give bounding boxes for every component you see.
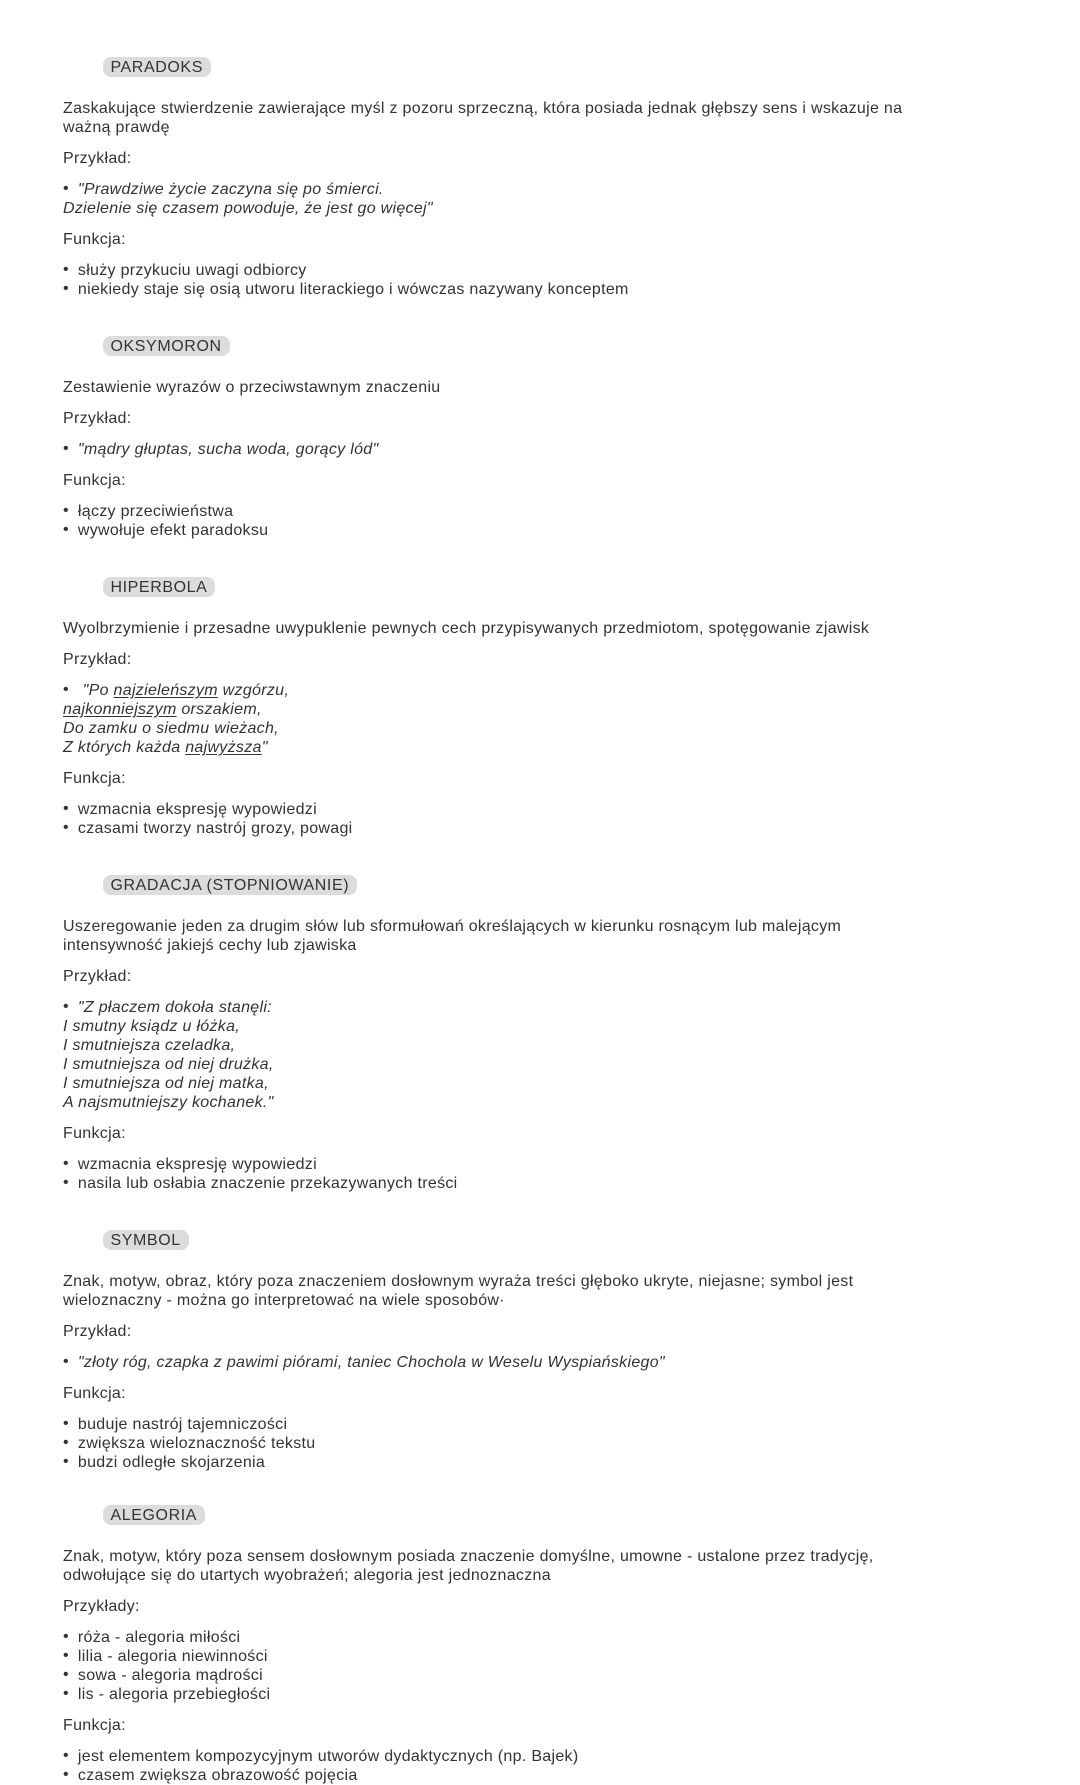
funkcja-list	[63, 1415, 1025, 1472]
example-text: "Z płaczem dokoła stanęli:	[77, 999, 272, 1016]
funkcja-bullet	[63, 1434, 1025, 1453]
funkcja-bullet	[63, 521, 1025, 540]
funkcja-bullet	[63, 280, 1025, 299]
bullet-icon: •	[63, 1766, 69, 1783]
example-line	[63, 1666, 1025, 1685]
heading-line	[63, 1484, 1025, 1547]
funkcja-list	[63, 1155, 1025, 1193]
example-block	[63, 1628, 1025, 1704]
funkcja-label: Funkcja:	[63, 1385, 126, 1402]
example-text: sowa - alegoria mądrości	[77, 1667, 263, 1684]
section-heading: GRADACJA (STOPNIOWANIE)	[103, 875, 357, 895]
example-block	[63, 998, 1025, 1112]
example-text: "mądry głuptas, sucha woda, gorący lód"	[77, 441, 379, 458]
example-label-block	[63, 967, 1025, 986]
example-text: "	[261, 739, 268, 756]
bullet-icon: •	[63, 1647, 69, 1664]
example-block	[63, 180, 1025, 218]
funkcja-label-block	[63, 769, 1025, 788]
funkcja-bullet-text: łączy przeciwieństwa	[77, 503, 234, 520]
example-text: Z których każda	[63, 739, 186, 756]
funkcja-bullet-text: służy przykuciu uwagi odbiorcy	[77, 262, 307, 279]
example-line	[63, 1647, 1025, 1666]
section-header-block	[63, 1209, 1025, 1310]
funkcja-bullet-text: jest elementem kompozycyjnym utworów dydaktycznych (np. Bajek)	[77, 1748, 579, 1765]
example-label: Przykłady:	[63, 1598, 140, 1615]
bullet-icon: •	[63, 440, 69, 457]
section-header-block	[63, 854, 1025, 955]
funkcja-label-block	[63, 230, 1025, 249]
section	[63, 315, 1025, 540]
funkcja-bullet-text: czasami tworzy nastrój grozy, powagi	[77, 820, 353, 837]
funkcja-label: Funkcja:	[63, 472, 126, 489]
funkcja-label: Funkcja:	[63, 1717, 126, 1734]
example-text: I smutniejsza od niej matka,	[63, 1075, 269, 1092]
heading-line	[63, 556, 1025, 619]
funkcja-list	[63, 502, 1025, 540]
example-text: I smutniejsza od niej drużka,	[63, 1056, 274, 1073]
funkcja-list	[63, 1747, 1025, 1785]
example-text: Dzielenie się czasem powoduje, że jest go więcej"	[63, 200, 433, 217]
example-label: Przykład:	[63, 651, 132, 668]
bullet-icon: •	[63, 1434, 69, 1451]
funkcja-bullet	[63, 800, 1025, 819]
example-text: "Po	[77, 682, 114, 699]
funkcja-bullet	[63, 1155, 1025, 1174]
funkcja-bullet	[63, 1453, 1025, 1472]
example-text: Do zamku o siedmu wieżach,	[63, 720, 279, 737]
section-description	[63, 378, 1025, 397]
heading-line	[63, 1209, 1025, 1272]
example-text: wzgórzu,	[217, 682, 290, 699]
section-heading: PARADOKS	[103, 57, 211, 77]
example-label-block	[63, 409, 1025, 428]
funkcja-bullet	[63, 1415, 1025, 1434]
underlined-text: najwyższa	[185, 739, 262, 756]
example-line	[63, 1093, 1025, 1112]
bullet-icon: •	[63, 1685, 69, 1702]
funkcja-bullet-text: budzi odległe skojarzenia	[77, 1454, 266, 1471]
description-line: intensywność jakiejś cechy lub zjawiska	[63, 937, 357, 954]
example-line	[63, 1685, 1025, 1704]
example-line	[63, 199, 1025, 218]
section-header-block	[63, 36, 1025, 137]
example-line	[63, 738, 1025, 757]
heading-line	[63, 854, 1025, 917]
description-line: ważną prawdę	[63, 119, 170, 136]
example-label-block	[63, 1597, 1025, 1616]
description-line: Wyolbrzymienie i przesadne uwypuklenie pewnych cech przypisywanych przedmiotom, spotęgowanie zjawisk	[63, 620, 870, 637]
bullet-icon: •	[63, 1666, 69, 1683]
section-heading: OKSYMORON	[103, 336, 229, 356]
bullet-icon: •	[63, 280, 69, 297]
description-line: Uszeregowanie jeden za drugim słów lub sformułowań określających w kierunku rosnącym lub malejącym	[63, 918, 842, 935]
example-line	[63, 719, 1025, 738]
example-block	[63, 440, 1025, 459]
example-line	[63, 440, 1025, 459]
example-text: I smutniejsza czeladka,	[63, 1037, 236, 1054]
section	[63, 556, 1025, 838]
funkcja-list	[63, 261, 1025, 299]
funkcja-bullet	[63, 502, 1025, 521]
funkcja-bullet-text: niekiedy staje się osią utworu literackiego i wówczas nazywany konceptem	[77, 281, 629, 298]
example-label-block	[63, 1322, 1025, 1341]
funkcja-bullet	[63, 261, 1025, 280]
section	[63, 1484, 1025, 1785]
example-text: A najsmutniejszy kochanek."	[63, 1094, 274, 1111]
funkcja-bullet-text: czasem zwiększa obrazowość pojęcia	[77, 1767, 358, 1784]
funkcja-bullet-text: zwiększa wieloznaczność tekstu	[77, 1435, 316, 1452]
example-line	[63, 1017, 1025, 1036]
funkcja-label: Funkcja:	[63, 770, 126, 787]
bullet-icon: •	[63, 180, 69, 197]
description-line: Znak, motyw, który poza sensem dosłownym posiada znaczenie domyślne, umowne - ustalone przez tradycję,	[63, 1548, 874, 1565]
example-line	[63, 1628, 1025, 1647]
bullet-icon: •	[63, 261, 69, 278]
section-heading: ALEGORIA	[103, 1505, 205, 1525]
bullet-icon: •	[63, 681, 69, 698]
funkcja-bullet-text: buduje nastrój tajemniczości	[77, 1416, 288, 1433]
bullet-icon: •	[63, 998, 69, 1015]
underlined-text: najzieleńszym	[113, 682, 218, 699]
example-text: lilia - alegoria niewinności	[77, 1648, 268, 1665]
funkcja-label: Funkcja:	[63, 1125, 126, 1142]
example-block	[63, 681, 1025, 757]
bullet-icon: •	[63, 1453, 69, 1470]
example-label: Przykład:	[63, 410, 132, 427]
example-label: Przykład:	[63, 968, 132, 985]
funkcja-bullet-text: nasila lub osłabia znaczenie przekazywanych treści	[77, 1175, 458, 1192]
example-line	[63, 681, 1025, 700]
funkcja-bullet	[63, 1174, 1025, 1193]
bullet-icon: •	[63, 502, 69, 519]
example-text: orszakiem,	[176, 701, 262, 718]
section-description	[63, 917, 1025, 955]
section-description	[63, 1272, 1025, 1310]
example-text: "złoty róg, czapka z pawimi piórami, taniec Chochola w Weselu Wyspiańskiego"	[77, 1354, 665, 1371]
bullet-icon: •	[63, 1628, 69, 1645]
funkcja-bullet	[63, 819, 1025, 838]
example-label-block	[63, 650, 1025, 669]
section-header-block	[63, 1484, 1025, 1585]
example-text: lis - alegoria przebiegłości	[77, 1686, 271, 1703]
heading-line	[63, 36, 1025, 99]
example-text: róża - alegoria miłości	[77, 1629, 241, 1646]
description-line: Znak, motyw, obraz, który poza znaczeniem dosłownym wyraża treści głęboko ukryte, niejasne; symbol jest	[63, 1273, 854, 1290]
section-heading: HIPERBOLA	[103, 577, 215, 597]
funkcja-bullet	[63, 1766, 1025, 1785]
bullet-icon: •	[63, 521, 69, 538]
section-description	[63, 1547, 1025, 1585]
example-line	[63, 700, 1025, 719]
example-line	[63, 180, 1025, 199]
funkcja-label-block	[63, 471, 1025, 490]
example-label: Przykład:	[63, 1323, 132, 1340]
heading-line	[63, 315, 1025, 378]
funkcja-bullet-text: wzmacnia ekspresję wypowiedzi	[77, 1156, 317, 1173]
underlined-text: najkonniejszym	[63, 701, 177, 718]
description-line: odwołujące się do utartych wyobrażeń; alegoria jest jednoznaczna	[63, 1567, 551, 1584]
example-text: I smutny ksiądz u łóżka,	[63, 1018, 241, 1035]
description-line: wieloznaczny - można go interpretować na wiele sposobów·	[63, 1292, 505, 1309]
example-line	[63, 998, 1025, 1017]
funkcja-label-block	[63, 1124, 1025, 1143]
bullet-icon: •	[63, 1155, 69, 1172]
section	[63, 36, 1025, 299]
bullet-icon: •	[63, 1353, 69, 1370]
bullet-icon: •	[63, 800, 69, 817]
example-block	[63, 1353, 1025, 1372]
section-header-block	[63, 556, 1025, 638]
funkcja-list	[63, 800, 1025, 838]
description-line: Zaskakujące stwierdzenie zawierające myśl z pozoru sprzeczną, która posiada jednak głębszy sens i wskazuje na	[63, 100, 903, 117]
bullet-icon: •	[63, 1747, 69, 1764]
funkcja-label: Funkcja:	[63, 231, 126, 248]
funkcja-label-block	[63, 1384, 1025, 1403]
example-line	[63, 1036, 1025, 1055]
bullet-icon: •	[63, 1174, 69, 1191]
example-line	[63, 1353, 1025, 1372]
bullet-icon: •	[63, 819, 69, 836]
funkcja-bullet	[63, 1747, 1025, 1766]
example-text: "Prawdziwe życie zaczyna się po śmierci.	[77, 181, 384, 198]
section-description	[63, 99, 1025, 137]
example-line	[63, 1055, 1025, 1074]
section	[63, 854, 1025, 1193]
section	[63, 1209, 1025, 1472]
example-line	[63, 1074, 1025, 1093]
example-label-block	[63, 149, 1025, 168]
funkcja-bullet-text: wywołuje efekt paradoksu	[77, 522, 269, 539]
description-line: Zestawienie wyrazów o przeciwstawnym znaczeniu	[63, 379, 441, 396]
funkcja-bullet-text: wzmacnia ekspresję wypowiedzi	[77, 801, 317, 818]
funkcja-label-block	[63, 1716, 1025, 1735]
example-label: Przykład:	[63, 150, 132, 167]
bullet-icon: •	[63, 1415, 69, 1432]
section-header-block	[63, 315, 1025, 397]
section-heading: SYMBOL	[103, 1230, 188, 1250]
section-description	[63, 619, 1025, 638]
